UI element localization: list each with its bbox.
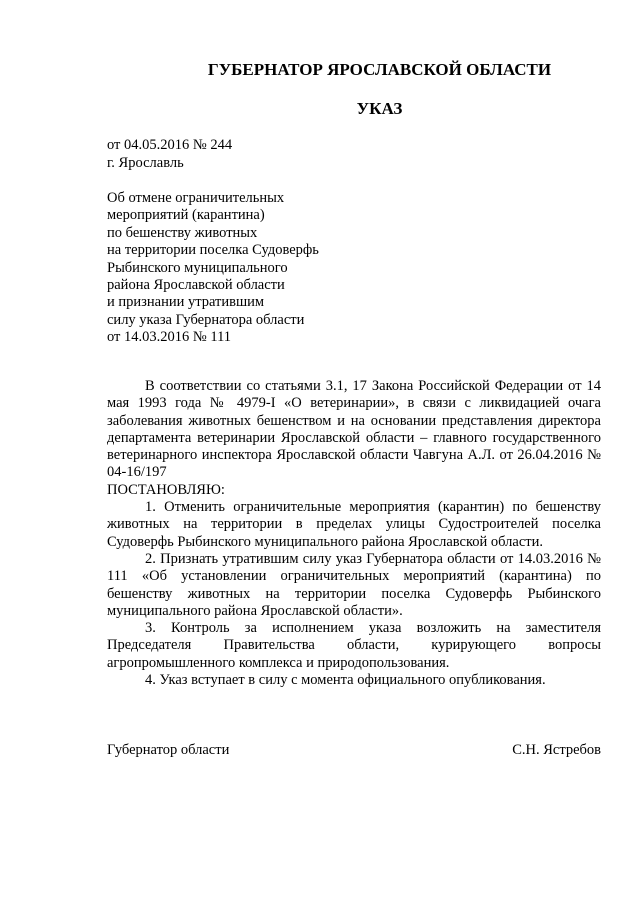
subject-line: района Ярославской области xyxy=(107,277,285,294)
subject-line: Об отмене ограничительных xyxy=(107,190,285,206)
clause-1: 1. Отменить ограничительные мероприятия (карантин) по бешенству животных на территории в пределах улицы Судостроителей поселка Судоверфь Рыбинского муниципального района Ярославской области. xyxy=(107,499,601,550)
signature-block xyxy=(107,742,601,760)
city: г. Ярославль xyxy=(107,154,184,171)
document-body xyxy=(107,378,601,689)
document-meta xyxy=(107,137,232,172)
clause-4: 4. Указ вступает в силу с момента официального опубликования. xyxy=(145,672,546,689)
document-subject xyxy=(107,190,319,347)
document-type-title: УКАЗ xyxy=(356,99,403,118)
subject-line: Рыбинского муниципального xyxy=(107,259,288,276)
subject-line: мероприятий (карантина) xyxy=(107,207,265,224)
clause-2: 2. Признать утратившим силу указ Губернатора области от 14.03.2016 № 111 «Об установлении ограничительных мероприятий (карантина) по бешенству животных на территории поселка Судоверфь Рыбинского муниципального района Ярославской области». xyxy=(107,550,601,619)
date-number: от 04.05.2016 № 244 xyxy=(107,137,233,153)
preamble-paragraph: В соответствии со статьями 3.1, 17 Закона Российской Федерации от 14 мая 1993 года № 4979-I «О ветеринарии», в связи с ликвидацией очага заболевания животных бешенством и на основании представления директора департамента ветеринарии Ярославской области – главного государственного ветеринарного инспектора Ярославской области Чавгуна А.Л. от 26.04.2016 № 04-16/197 xyxy=(107,378,601,481)
clause-3: 3. Контроль за исполнением указа возложить на заместителя Председателя Правительства области, курирующего вопросы агропромышленного комплекса и природопользования. xyxy=(107,620,601,671)
authority-title: ГУБЕРНАТОР ЯРОСЛАВСКОЙ ОБЛАСТИ xyxy=(207,60,552,79)
subject-line: на территории поселка Судоверфь xyxy=(107,242,319,259)
subject-line: по бешенству животных xyxy=(107,224,258,241)
subject-line: и признании утратившим xyxy=(107,294,265,311)
subject-line: от 14.03.2016 № 111 xyxy=(107,329,232,346)
signatory-position: Губернатор области xyxy=(107,742,230,758)
signatory-name: С.Н. Ястребов xyxy=(512,742,601,758)
resolve-heading: ПОСТАНОВЛЯЮ: xyxy=(107,481,225,498)
subject-line: силу указа Губернатора области xyxy=(107,311,305,328)
